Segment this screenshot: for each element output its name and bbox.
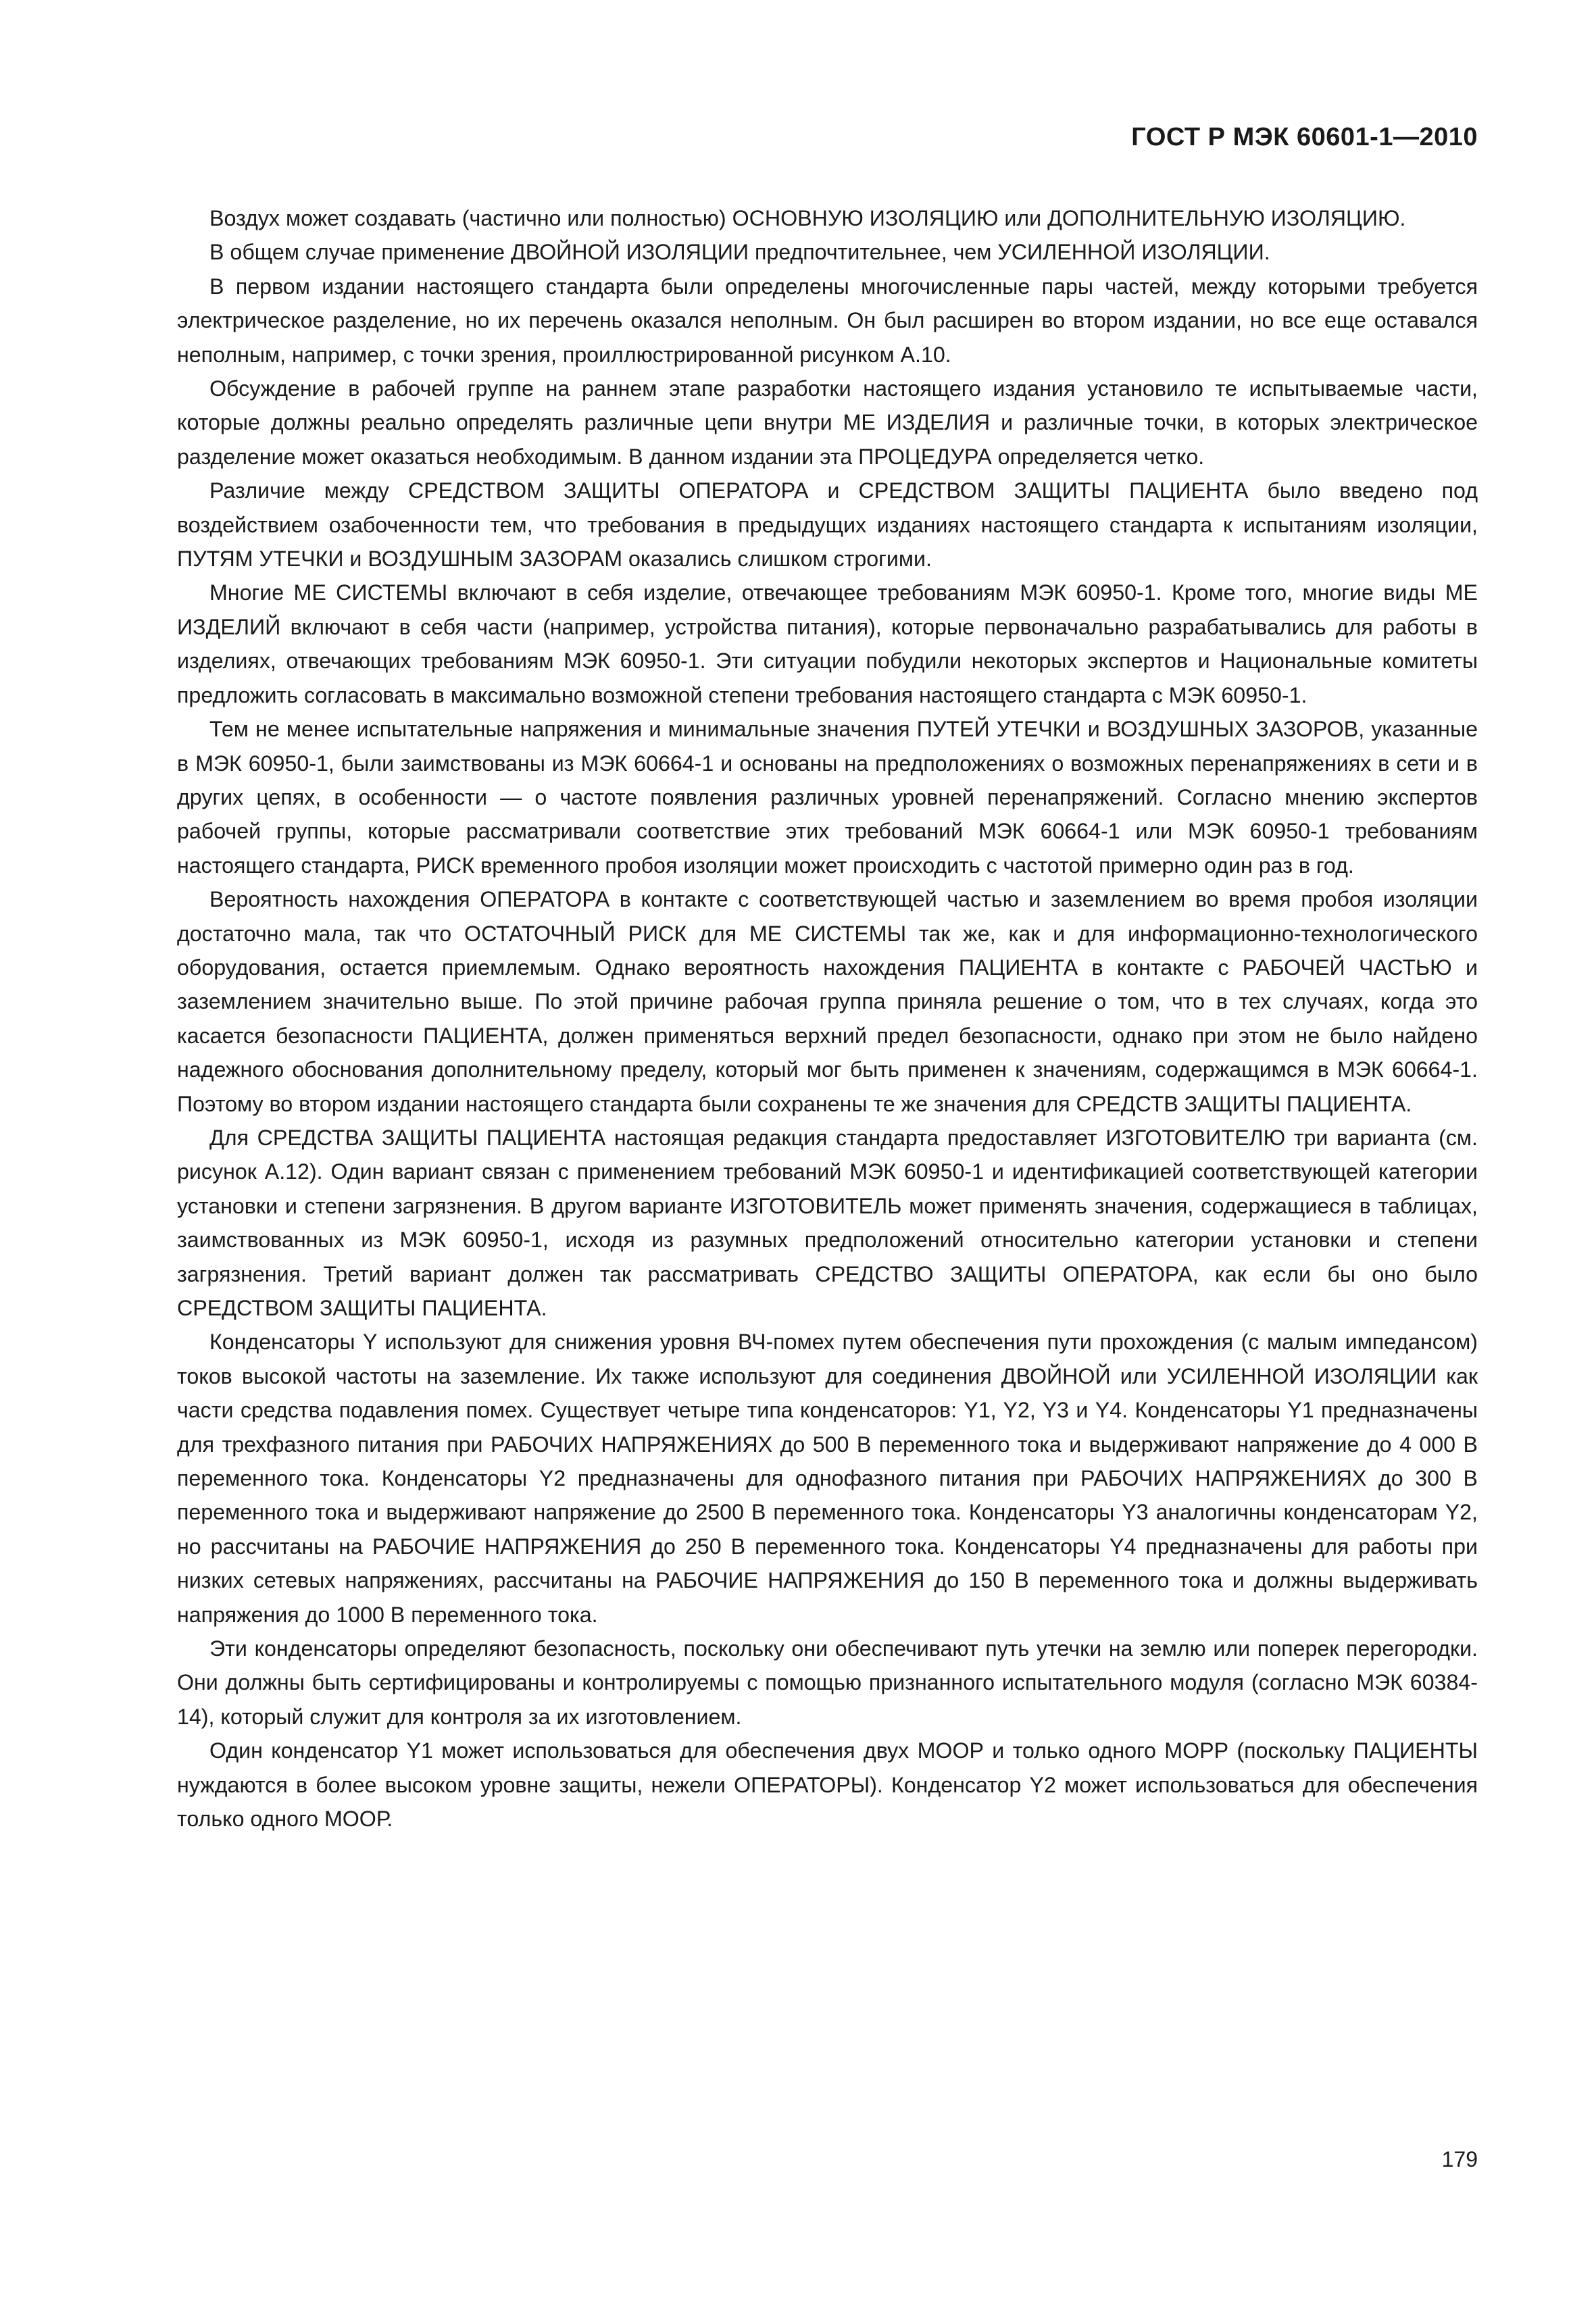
paragraph: Многие МЕ СИСТЕМЫ включают в себя изделие, отвечающее требованиям МЭК 60950-1. Кроме того, многие виды МЕ ИЗДЕЛИЙ включают в себя части (например, устройства питания), которые первоначально разрабатывались для работы в изделиях, отвечающих требованиям МЭК 60950-1. Эти ситуации побудили некоторых экспертов и Национальные комитеты предложить согласовать в максимально возможной степени требования настоящего стандарта с МЭК 60950-1. <box>177 580 1478 707</box>
paragraph: Воздух может создавать (частично или полностью) ОСНОВНУЮ ИЗОЛЯЦИЮ или ДОПОЛНИТЕЛЬНУЮ ИЗОЛЯЦИЮ. <box>209 206 1406 230</box>
paragraph: Один конденсатор Y1 может использоваться для обеспечения двух МООР и только одного МОРР (поскольку ПАЦИЕНТЫ нуждаются в более высоком уровне защиты, нежели ОПЕРАТОРЫ). Конденсатор Y2 может использоваться для обеспечения только одного МООР. <box>177 1738 1478 1832</box>
paragraph: Конденсаторы Y используют для снижения уровня ВЧ-помех путем обеспечения пути прохождения (с малым импедансом) токов высокой частоты на заземление. Их также используют для соединения ДВОЙНОЙ или УСИЛЕННОЙ ИЗОЛЯЦИИ как части средства подавления помех. Существует четыре типа конденсаторов: Y1, Y2, Y3 и Y4. Конденсаторы Y1 предназначены для трехфазного питания при РАБОЧИХ НАПРЯЖЕНИЯХ до 500 В переменного тока и выдерживают напряжение до 4 000 В переменного тока. Конденсаторы Y2 предназначены для однофазного питания при РАБОЧИХ НАПРЯЖЕНИЯХ до 300 В переменного тока и выдерживают напряжение до 2500 В переменного тока. Конденсаторы Y3 аналогичны конденсаторам Y2, но рассчитаны на РАБОЧИЕ НАПРЯЖЕНИЯ до 250 В переменного тока. Конденсаторы Y4 предназначены для работы при низких сетевых напряжениях, рассчитаны на РАБОЧИЕ НАПРЯЖЕНИЯ до 150 В переменного тока и должны выдерживать напряжения до 1000 В переменного тока. <box>177 1330 1478 1627</box>
paragraph: Обсуждение в рабочей группе на раннем этапе разработки настоящего издания установило те испытываемые части, которые должны реально определять различные цепи внутри МЕ ИЗДЕЛИЯ и различные точки, в которых электрическое разделение может оказаться необходимым. В данном издании эта ПРОЦЕДУРА определяется четко. <box>177 376 1478 469</box>
page-number: 179 <box>1441 2147 1478 2171</box>
paragraph: Для СРЕДСТВА ЗАЩИТЫ ПАЦИЕНТА настоящая редакция стандарта предоставляет ИЗГОТОВИТЕЛЮ три варианта (см. рисунок А.12). Один вариант связан с применением требований МЭК 60950-1 и идентификацией соответствующей категории установки и степени загрязнения. В другом варианте ИЗГОТОВИТЕЛЬ может применять значения, содержащиеся в таблицах, заимствованных из МЭК 60950-1, исходя из разумных предположений относительно категории установки и степени загрязнения. Третий вариант должен так рассматривать СРЕДСТВО ЗАЩИТЫ ОПЕРАТОРА, как если бы оно было СРЕДСТВОМ ЗАЩИТЫ ПАЦИЕНТА. <box>177 1125 1478 1320</box>
paragraph: Различие между СРЕДСТВОМ ЗАЩИТЫ ОПЕРАТОРА и СРЕДСТВОМ ЗАЩИТЫ ПАЦИЕНТА было введено под воздействием озабоченности тем, что требования в предыдущих изданиях настоящего стандарта к испытаниям изоляции, ПУТЯМ УТЕЧКИ и ВОЗДУШНЫМ ЗАЗОРАМ оказались слишком строгими. <box>177 478 1478 572</box>
paragraph: В общем случае применение ДВОЙНОЙ ИЗОЛЯЦИИ предпочтительнее, чем УСИЛЕННОЙ ИЗОЛЯЦИИ. <box>209 240 1270 265</box>
paragraph: Эти конденсаторы определяют безопасность, поскольку они обеспечивают путь утечки на землю или поперек перегородки. Они должны быть сертифицированы и контролируемы с помощью признанного испытательного модуля (согласно МЭК 60384-14), который служит для контроля за их изготовлением. <box>177 1636 1478 1729</box>
paragraph: В первом издании настоящего стандарта были определены многочисленные пары частей, между которыми требуется электрическое разделение, но их перечень оказался неполным. Он был расширен во втором издании, но все еще оставался неполным, например, с точки зрения, проиллюстрированной рисунком А.10. <box>177 274 1478 367</box>
body-text <box>177 201 1478 1836</box>
paragraph: Вероятность нахождения ОПЕРАТОРА в контакте с соответствующей частью и заземлением во время пробоя изоляции достаточно мала, так что ОСТАТОЧНЫЙ РИСК для МЕ СИСТЕМЫ так же, как и для информационно-технологического оборудования, остается приемлемым. Однако вероятность нахождения ПАЦИЕНТА в контакте с РАБОЧЕЙ ЧАСТЬЮ и заземлением значительно выше. По этой причине рабочая группа приняла решение о том, что в тех случаях, когда это касается безопасности ПАЦИЕНТА, должен применяться верхний предел безопасности, однако при этом не было найдено надежного обоснования дополнительному пределу, который мог быть применен к значениям, содержащимся в МЭК 60664-1. Поэтому во втором издании настоящего стандарта были сохранены те же значения для СРЕДСТВ ЗАЩИТЫ ПАЦИЕНТА. <box>177 887 1478 1116</box>
paragraph: Тем не менее испытательные напряжения и минимальные значения ПУТЕЙ УТЕЧКИ и ВОЗДУШНЫХ ЗАЗОРОВ, указанные в МЭК 60950-1, были заимствованы из МЭК 60664-1 и основаны на предположениях о возможных перенапряжениях в сети и в других цепях, в особенности — о частоте появления различных уровней перенапряжений. Согласно мнению экспертов рабочей группы, которые рассматривали соответствие этих требований МЭК 60664-1 или МЭК 60950-1 требованиям настоящего стандарта, РИСК временного пробоя изоляции может происходить с частотой примерно один раз в год. <box>177 717 1478 878</box>
standard-header: ГОСТ Р МЭК 60601-1—2010 <box>1131 123 1478 151</box>
